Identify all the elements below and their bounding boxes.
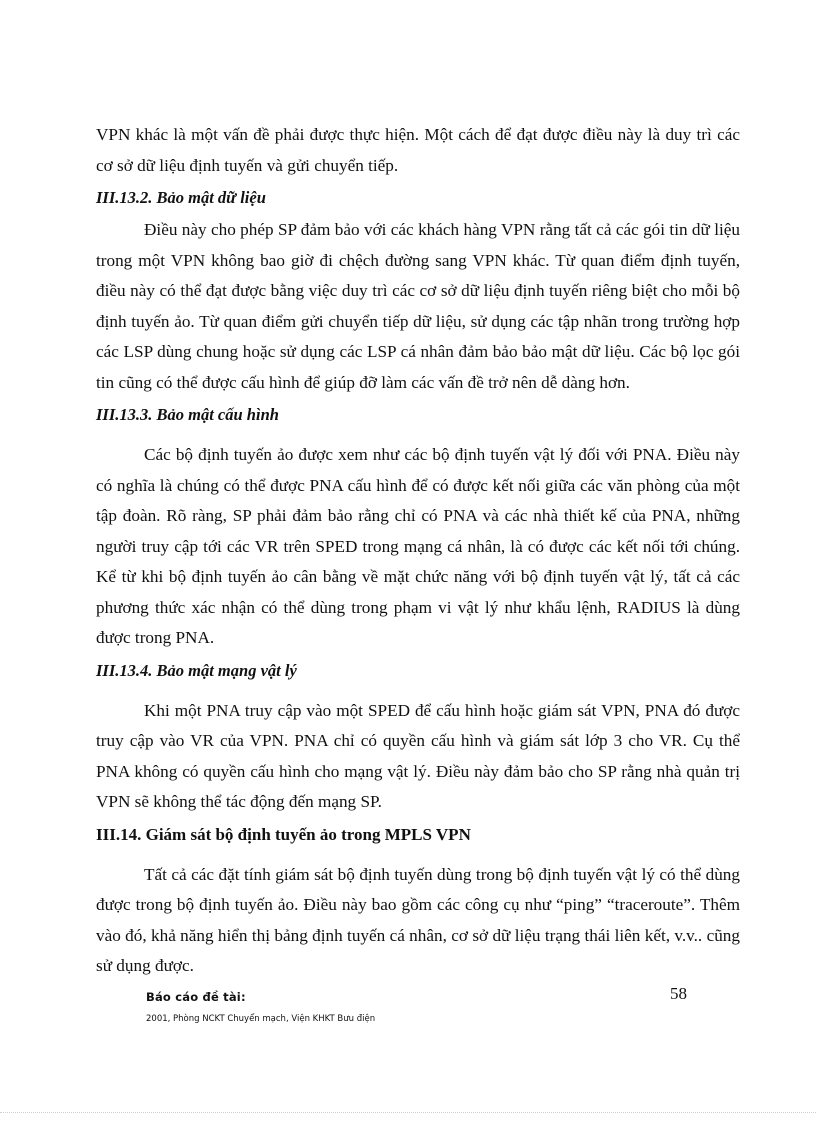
heading-physical-network-security: III.13.4. Bảo mật mạng vật lý <box>96 660 297 680</box>
footer-organization: 2001, Phòng NCKT Chuyển mạch, Viện KHKT Bưu điện <box>146 1014 376 1024</box>
paragraph-intro-continued: VPN khác là một vấn đề phải được thực hiện. Một cách để đạt được điều này là duy trì các cơ sở dữ liệu định tuyến và gửi chuyển tiếp. <box>96 125 740 175</box>
heading-data-security: III.13.2. Bảo mật dữ liệu <box>96 188 266 207</box>
footer-report-title: Báo cáo đề tài: <box>146 990 246 1004</box>
page-number: 58 <box>670 984 687 1003</box>
paragraph-virtual-router-monitoring: Tất cả các đặt tính giám sát bộ định tuyến dùng trong bộ định tuyến vật lý có thể dùng được trong bộ định tuyến ảo. Điều này bao gồm các công cụ như “ping” “traceroute”. Thêm vào đó, khả năng hiển thị bảng định tuyến cá nhân, cơ sở dữ liệu trạng thái liên kết, v.v.. cũng sử dụng được. <box>96 864 740 975</box>
heading-virtual-router-monitoring: III.14. Giám sát bộ định tuyến ảo trong MPLS VPN <box>96 824 471 844</box>
page-edge-divider <box>0 1112 816 1113</box>
paragraph-data-security: Điều này cho phép SP đảm bảo với các khách hàng VPN rằng tất cả các gói tin dữ liệu trong một VPN không bao giờ đi chệch đường sang VPN khác. Từ quan điểm định tuyến, điều này có thể đạt được bằng việc duy trì các cơ sở dữ liệu định tuyến riêng biệt cho mỗi bộ định tuyến ảo. Từ quan điểm gửi chuyển tiếp dữ liệu, sử dụng các tập nhãn trong trường hợp các LSP dùng chung hoặc sử dụng các LSP cá nhân đảm bảo bảo mật dữ liệu. Các bộ lọc gói tin cũng có thể được cấu hình để giúp đỡ làm các vấn đề trở nên dễ dàng hơn. <box>96 220 740 392</box>
paragraph-config-security: Các bộ định tuyến ảo được xem như các bộ định tuyến vật lý đối với PNA. Điều này có nghĩa là chúng có thể được PNA cấu hình để có được kết nối giữa các văn phòng của một tập đoàn. Rõ ràng, SP phải đảm bảo rằng chỉ có PNA và các nhà thiết kế của PNA, những người truy cập tới các VR trên SPED trong mạng cá nhân, là có được các kết nối tới chúng. Kể từ khi bộ định tuyến ảo cân bằng về mặt chức năng với bộ định tuyến vật lý, tất cả các phương thức xác nhận có thể dùng trong phạm vi vật lý như khẩu lệnh, RADIUS là dùng được trong PNA. <box>96 445 740 647</box>
heading-config-security: III.13.3. Bảo mật cấu hình <box>96 405 279 424</box>
page-body <box>96 120 740 982</box>
paragraph-physical-network-security: Khi một PNA truy cập vào một SPED để cấu hình hoặc giám sát VPN, PNA đó được truy cập vào VR của VPN. PNA chỉ có quyền cấu hình và giám sát lớp 3 cho VR. Cụ thể PNA không có quyền cấu hình cho mạng vật lý. Điều này đảm bảo cho SP rằng nhà quản trị VPN sẽ không thể tác động đến mạng SP. <box>96 700 740 811</box>
